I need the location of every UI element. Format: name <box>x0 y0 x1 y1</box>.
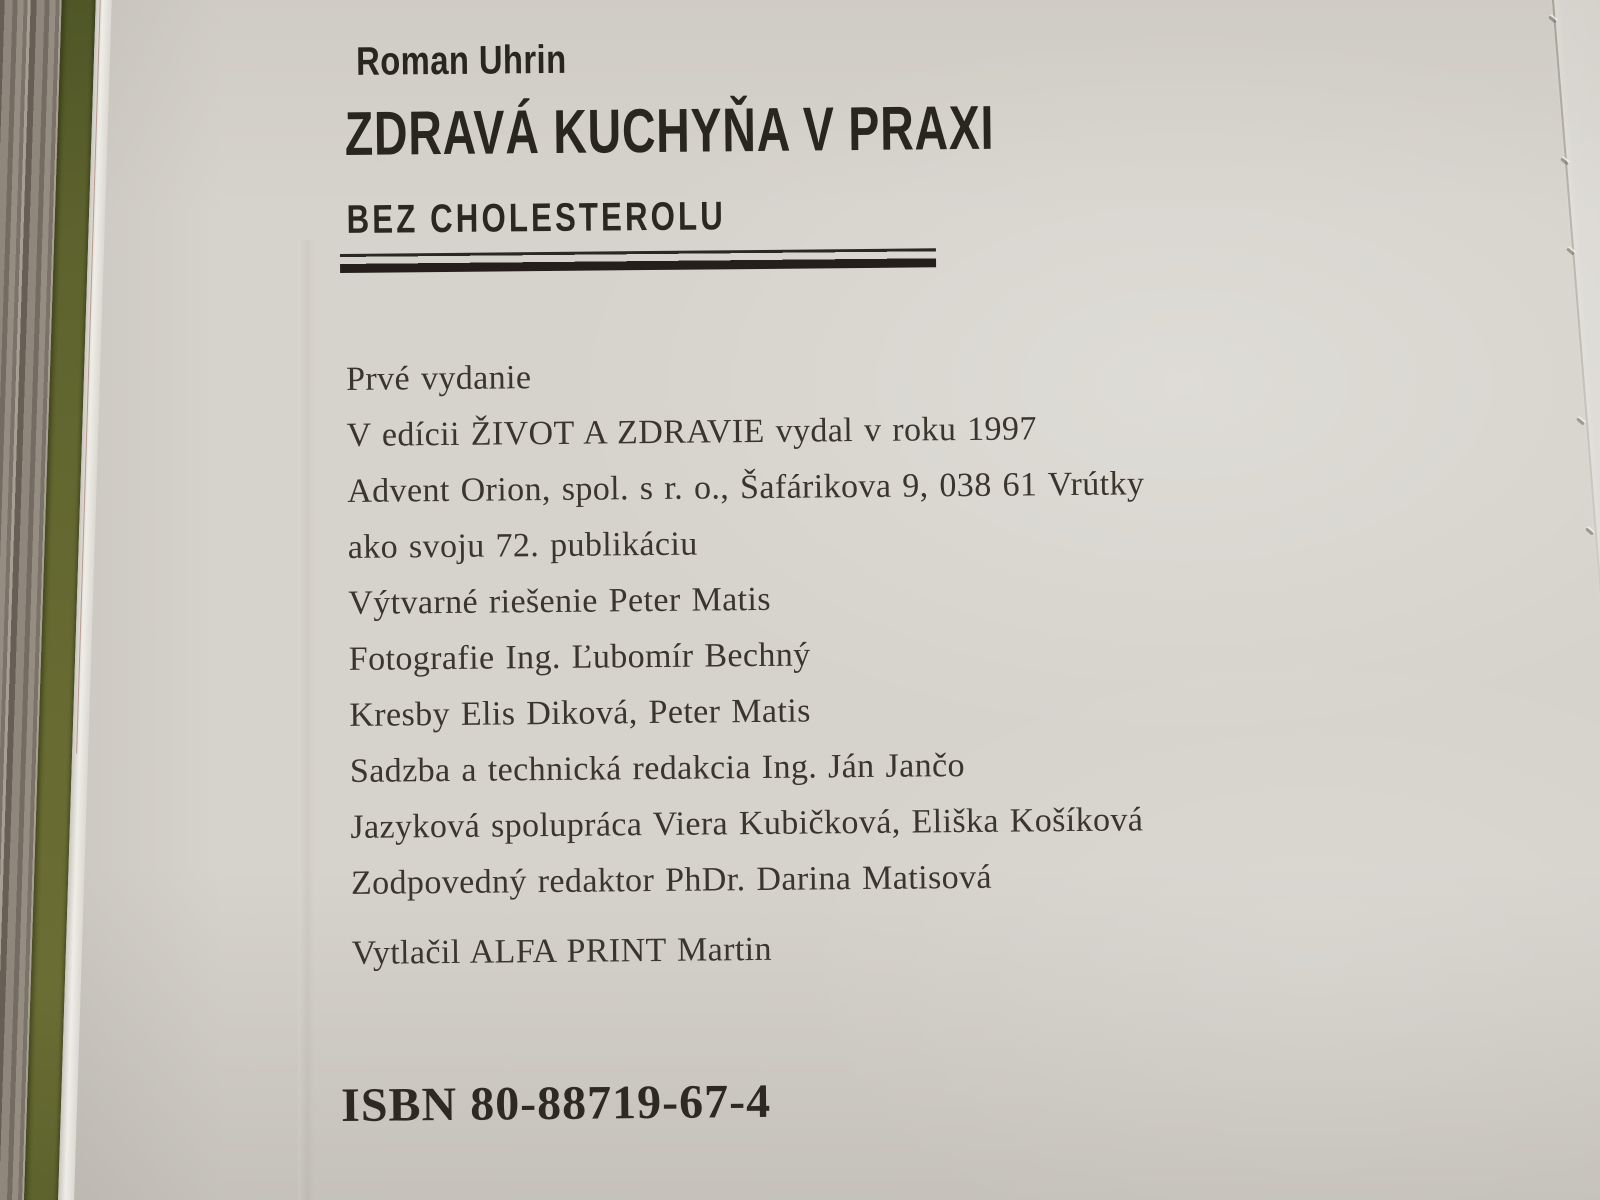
book-subtitle: BEZ CHOLESTEROLU <box>346 194 727 242</box>
colophon-line: ako svoju 72. publikáciu <box>347 525 698 566</box>
colophon-line-printer: Vytlačil ALFA PRINT Martin <box>351 930 773 972</box>
colophon-line: Fotografie Ing. Ľubomír Bechný <box>348 636 811 678</box>
colophon-line: Prvé vydanie <box>345 359 532 398</box>
isbn-number: ISBN 80-88719-67-4 <box>340 1074 772 1133</box>
colophon-line: Výtvarné riešenie Peter Matis <box>348 580 772 622</box>
author-name: Roman Uhrin <box>355 37 567 84</box>
colophon-line: Sadzba a technická redakcia Ing. Ján Jančo <box>349 747 966 790</box>
colophon-line: V edícii ŽIVOT A ZDRAVIE vydal v roku 1997 <box>346 410 1037 454</box>
double-rule-divider <box>340 248 936 273</box>
colophon-block <box>346 344 1149 982</box>
book-title: ZDRAVÁ KUCHYŇA V PRAXI <box>344 93 995 169</box>
colophon-line: Advent Orion, spol. s r. o., Šafárikova 9, 038 61 Vrútky <box>347 465 1145 510</box>
colophon-line: Kresby Elis Diková, Peter Matis <box>349 692 811 734</box>
colophon-line: Zodpovedný redaktor PhDr. Darina Matisová <box>350 858 993 902</box>
colophon-line: Jazyková spolupráca Viera Kubičková, Eliška Košíková <box>350 801 1144 846</box>
